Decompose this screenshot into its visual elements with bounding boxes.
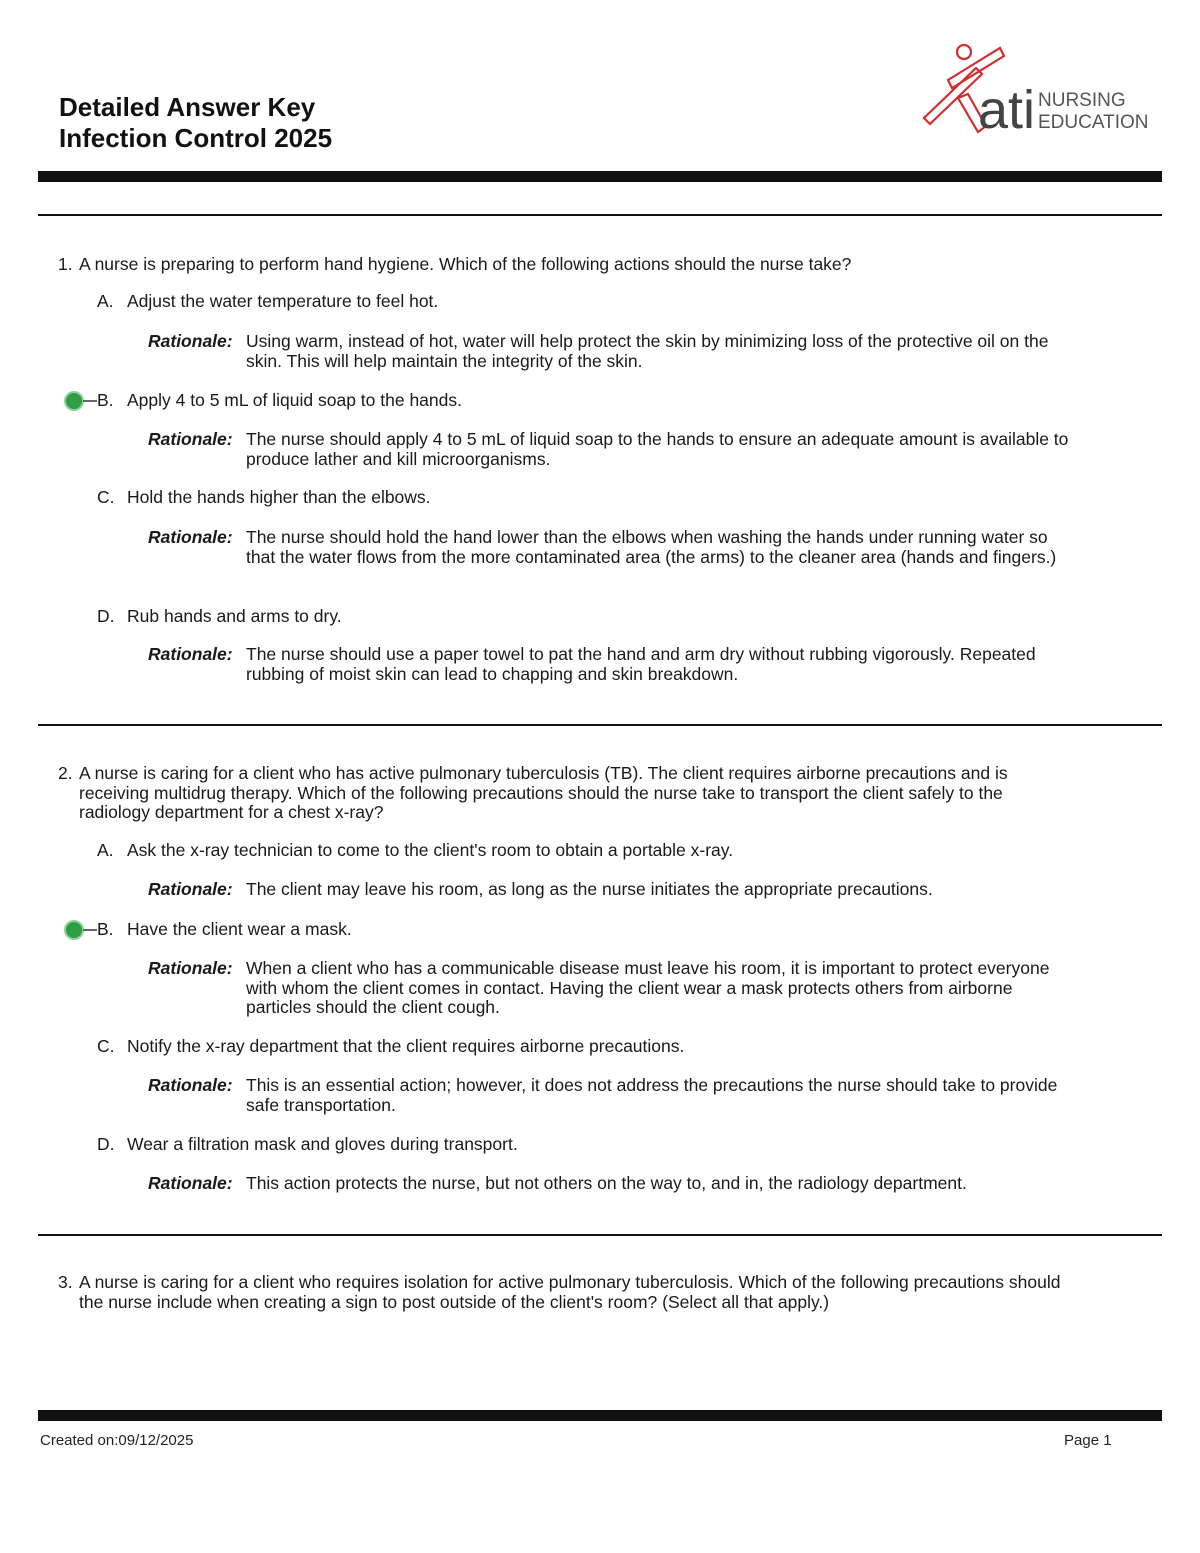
rationale-text: The client may leave his room, as long as the nurse initiates the appropriate precautions. — [246, 879, 933, 899]
question-stem: A nurse is preparing to perform hand hygiene. Which of the following actions should the nurse take? — [79, 254, 852, 274]
created-date: Created on:09/12/2025 — [40, 1432, 194, 1449]
option-text: Adjust the water temperature to feel hot. — [127, 291, 439, 311]
rationale-text: This action protects the nurse, but not others on the way to, and in, the radiology department. — [246, 1173, 967, 1193]
option-text: Ask the x-ray technician to come to the client's room to obtain a portable x-ray. — [127, 840, 734, 860]
correct-answer-icon — [63, 391, 99, 411]
rationale-label: Rationale: — [148, 644, 233, 664]
ati-nursing-education-logo — [918, 40, 1149, 140]
rationale-label: Rationale: — [148, 429, 233, 449]
correct-answer-icon — [63, 920, 99, 940]
rationale-2a — [148, 880, 1073, 900]
rationale-text: The nurse should use a paper towel to pat the hand and arm dry without rubbing vigorously. Repeated rubbing of moist skin can lead to chapping and skin breakdown. — [246, 644, 1036, 684]
option-1a — [97, 292, 1077, 312]
option-text: Rub hands and arms to dry. — [127, 606, 342, 626]
title-line-1: Detailed Answer Key — [59, 92, 316, 122]
rationale-label: Rationale: — [148, 527, 233, 547]
option-text: Have the client wear a mask. — [127, 919, 352, 939]
rationale-text: The nurse should hold the hand lower than the elbows when washing the hands under running water so that the water flows from the more contaminated area (the arms) to the cleaner area (hands and fingers.) — [246, 527, 1057, 567]
footer-rule — [38, 1410, 1162, 1421]
rationale-label: Rationale: — [148, 958, 233, 978]
option-2c — [97, 1037, 1077, 1057]
rationale-2c — [148, 1076, 1073, 1115]
option-letter: B. — [97, 390, 114, 410]
option-text: Hold the hands higher than the elbows. — [127, 487, 431, 507]
divider — [38, 724, 1162, 726]
divider — [38, 214, 1162, 216]
option-letter: D. — [97, 606, 115, 626]
option-1c — [97, 488, 1077, 508]
rationale-label: Rationale: — [148, 1075, 233, 1095]
option-letter: C. — [97, 487, 115, 507]
rationale-1c — [148, 528, 1073, 567]
question-2 — [58, 764, 1078, 823]
rationale-1b — [148, 430, 1073, 469]
rationale-text: When a client who has a communicable disease must leave his room, it is important to protect everyone with whom the client comes in contact. Having the client wear a mask protects others from airborne particles should the client cough. — [246, 958, 1050, 1017]
rationale-label: Rationale: — [148, 331, 233, 351]
question-stem: A nurse is caring for a client who requires isolation for active pulmonary tuberculosis. Which of the following precautions should the nurse include when creating a sign to post outside of the client's room? (Select all that apply.) — [79, 1272, 1061, 1312]
question-number: 1. — [58, 254, 73, 274]
rationale-label: Rationale: — [148, 1173, 233, 1193]
title-line-2: Infection Control 2025 — [59, 123, 333, 153]
question-number: 2. — [58, 763, 73, 783]
option-letter: B. — [97, 919, 114, 939]
option-2b — [97, 920, 1077, 940]
page-number: Page 1 — [1064, 1432, 1112, 1449]
question-3 — [58, 1273, 1078, 1312]
header-rule — [38, 171, 1162, 182]
document-title — [59, 92, 332, 154]
question-stem: A nurse is caring for a client who has active pulmonary tuberculosis (TB). The client requires airborne precautions and is receiving multidrug therapy. Which of the following precautions should the nurse take to transport the client safely to the radiology department for a chest x-ray? — [79, 763, 1008, 822]
option-2a — [97, 841, 1077, 861]
option-text: Apply 4 to 5 mL of liquid soap to the hands. — [127, 390, 462, 410]
option-letter: A. — [97, 840, 114, 860]
option-2d — [97, 1135, 1077, 1155]
rationale-label: Rationale: — [148, 879, 233, 899]
logo-brand: ati — [978, 80, 1036, 140]
option-text: Wear a filtration mask and gloves during transport. — [127, 1134, 518, 1154]
option-1b — [97, 391, 1077, 411]
logo-line-1: NURSING — [1038, 90, 1126, 111]
question-1 — [58, 255, 1078, 275]
option-1d — [97, 607, 1077, 627]
rationale-text: Using warm, instead of hot, water will help protect the skin by minimizing loss of the protective oil on the skin. This will help maintain the integrity of the skin. — [246, 331, 1049, 371]
rationale-text: This is an essential action; however, it does not address the precautions the nurse should take to provide safe transportation. — [246, 1075, 1058, 1115]
rationale-text: The nurse should apply 4 to 5 mL of liquid soap to the hands to ensure an adequate amount is available to produce lather and kill microorganisms. — [246, 429, 1069, 469]
divider — [38, 1234, 1162, 1236]
rationale-2d — [148, 1174, 1073, 1194]
rationale-2b — [148, 959, 1073, 1018]
option-letter: A. — [97, 291, 114, 311]
option-letter: C. — [97, 1036, 115, 1056]
option-text: Notify the x-ray department that the client requires airborne precautions. — [127, 1036, 685, 1056]
question-number: 3. — [58, 1272, 73, 1292]
rationale-1a — [148, 332, 1073, 371]
rationale-1d — [148, 645, 1073, 684]
option-letter: D. — [97, 1134, 115, 1154]
logo-line-2: EDUCATION — [1038, 112, 1149, 133]
